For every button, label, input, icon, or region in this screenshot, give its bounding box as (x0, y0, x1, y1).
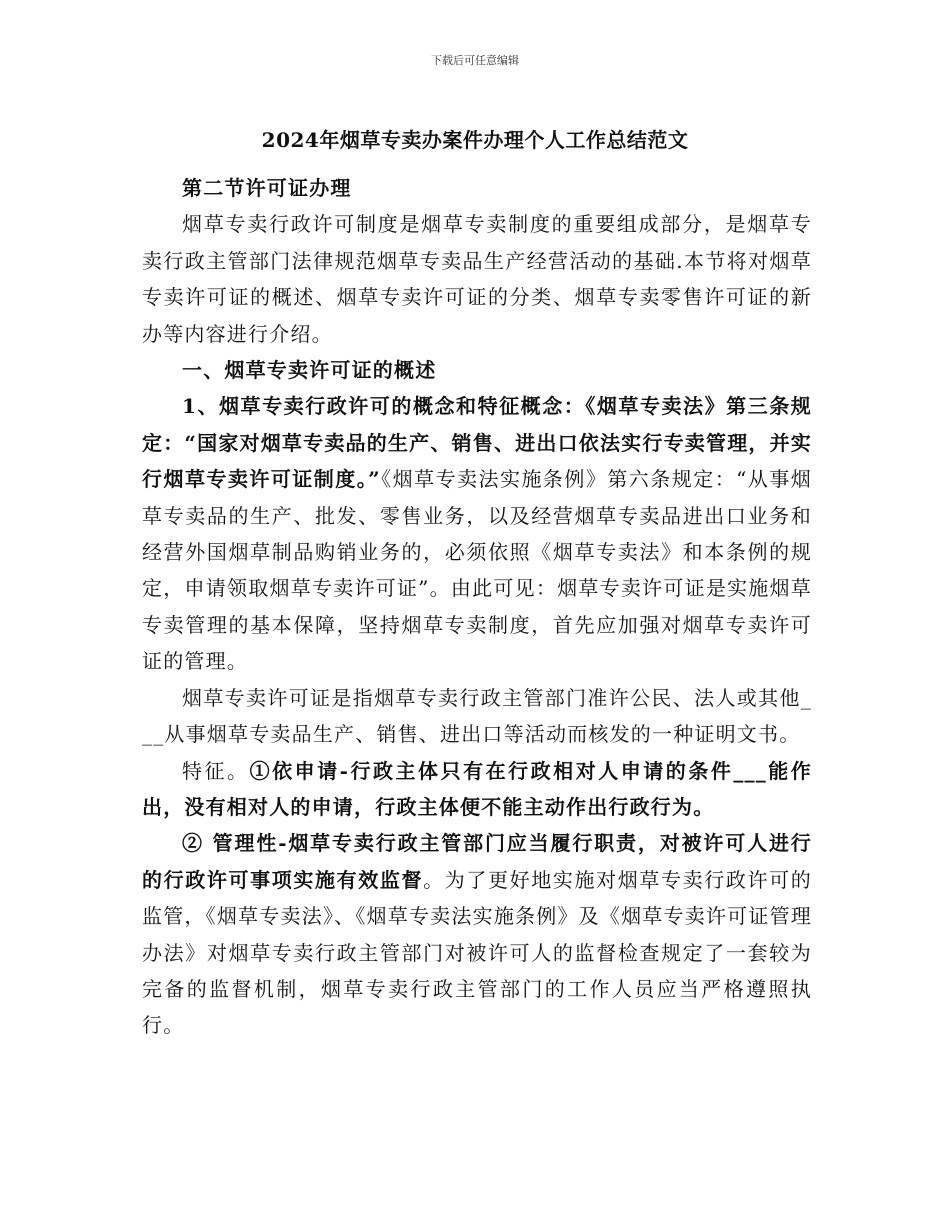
paragraph-concept-bold: 1、烟草专卖行政许可的概念和特征概念：《烟草专卖法》第三条规定：“国家对烟草专卖品的生产、销售、进出口依法实行专卖管理，并实行烟草专卖许可证制度。” (142, 394, 812, 492)
paragraph-intro: 烟草专卖行政许可制度是烟草专卖制度的重要组成部分，是烟草专卖行政主管部门法律规范烟草专卖品生产经营活动的基础.本节将对烟草专卖许可证的概述、烟草专卖许可证的分类、烟草专卖零售许可证的新办等内容进行介绍。 (142, 212, 812, 346)
paragraph-feature-1-normal: 特征。 (182, 758, 250, 783)
paragraph-feature-2-bold: ② 管理性-烟草专卖行政主管部门应当履行职责，对被许可人进行的行政许可事项实施有效监督 (142, 831, 812, 892)
paragraph-feature-1 (142, 753, 812, 826)
section-heading: 第二节许可证办理 (182, 176, 352, 200)
paragraph-feature-2 (142, 825, 812, 1043)
paragraph-concept (142, 388, 812, 679)
paragraph-feature-2-normal: 。为了更好地实施对烟草专卖行政许可的监管，《烟草专卖法》、《烟草专卖法实施条例》及《烟草专卖许可证管理办法》对烟草专卖行政主管部门对被许可人的监督检查规定了一套较为完备的监督机制，烟草专卖行政主管部门的工作人员应当严格遵照执行。 (142, 867, 812, 1038)
paragraph-concept-normal: 《烟草专卖法实施条例》第六条规定：“从事烟草专卖品的生产、批发、零售业务，以及经营烟草专卖品进出口业务和经营外国烟草制品购销业务的，必须依照《烟草专卖法》和本条例的规定，申请领取烟草专卖许可证”。由此可见：烟草专卖许可证是实施烟草专卖管理的基本保障，坚持烟草专卖制度，首先应加强对烟草专卖许可证的管理。 (142, 467, 812, 674)
page-header: 下载后可任意编辑 (431, 54, 519, 67)
document-body (142, 170, 812, 1044)
paragraph-definition: 烟草专卖许可证是指烟草专卖行政主管部门准许公民、法人或其他___从事烟草专卖品生产、销售、进出口等活动而核发的一种证明文书。 (142, 685, 812, 747)
paragraph-feature-1-bold: ①依申请-行政主体只有在行政相对人申请的条件___能作出，没有相对人的申请，行政主体便不能主动作出行政行为。 (142, 758, 813, 819)
sub-heading: 一、烟草专卖许可证的概述 (182, 358, 437, 383)
document-title: 2024年烟草专卖办案件办理个人工作总结范文 (261, 128, 689, 152)
